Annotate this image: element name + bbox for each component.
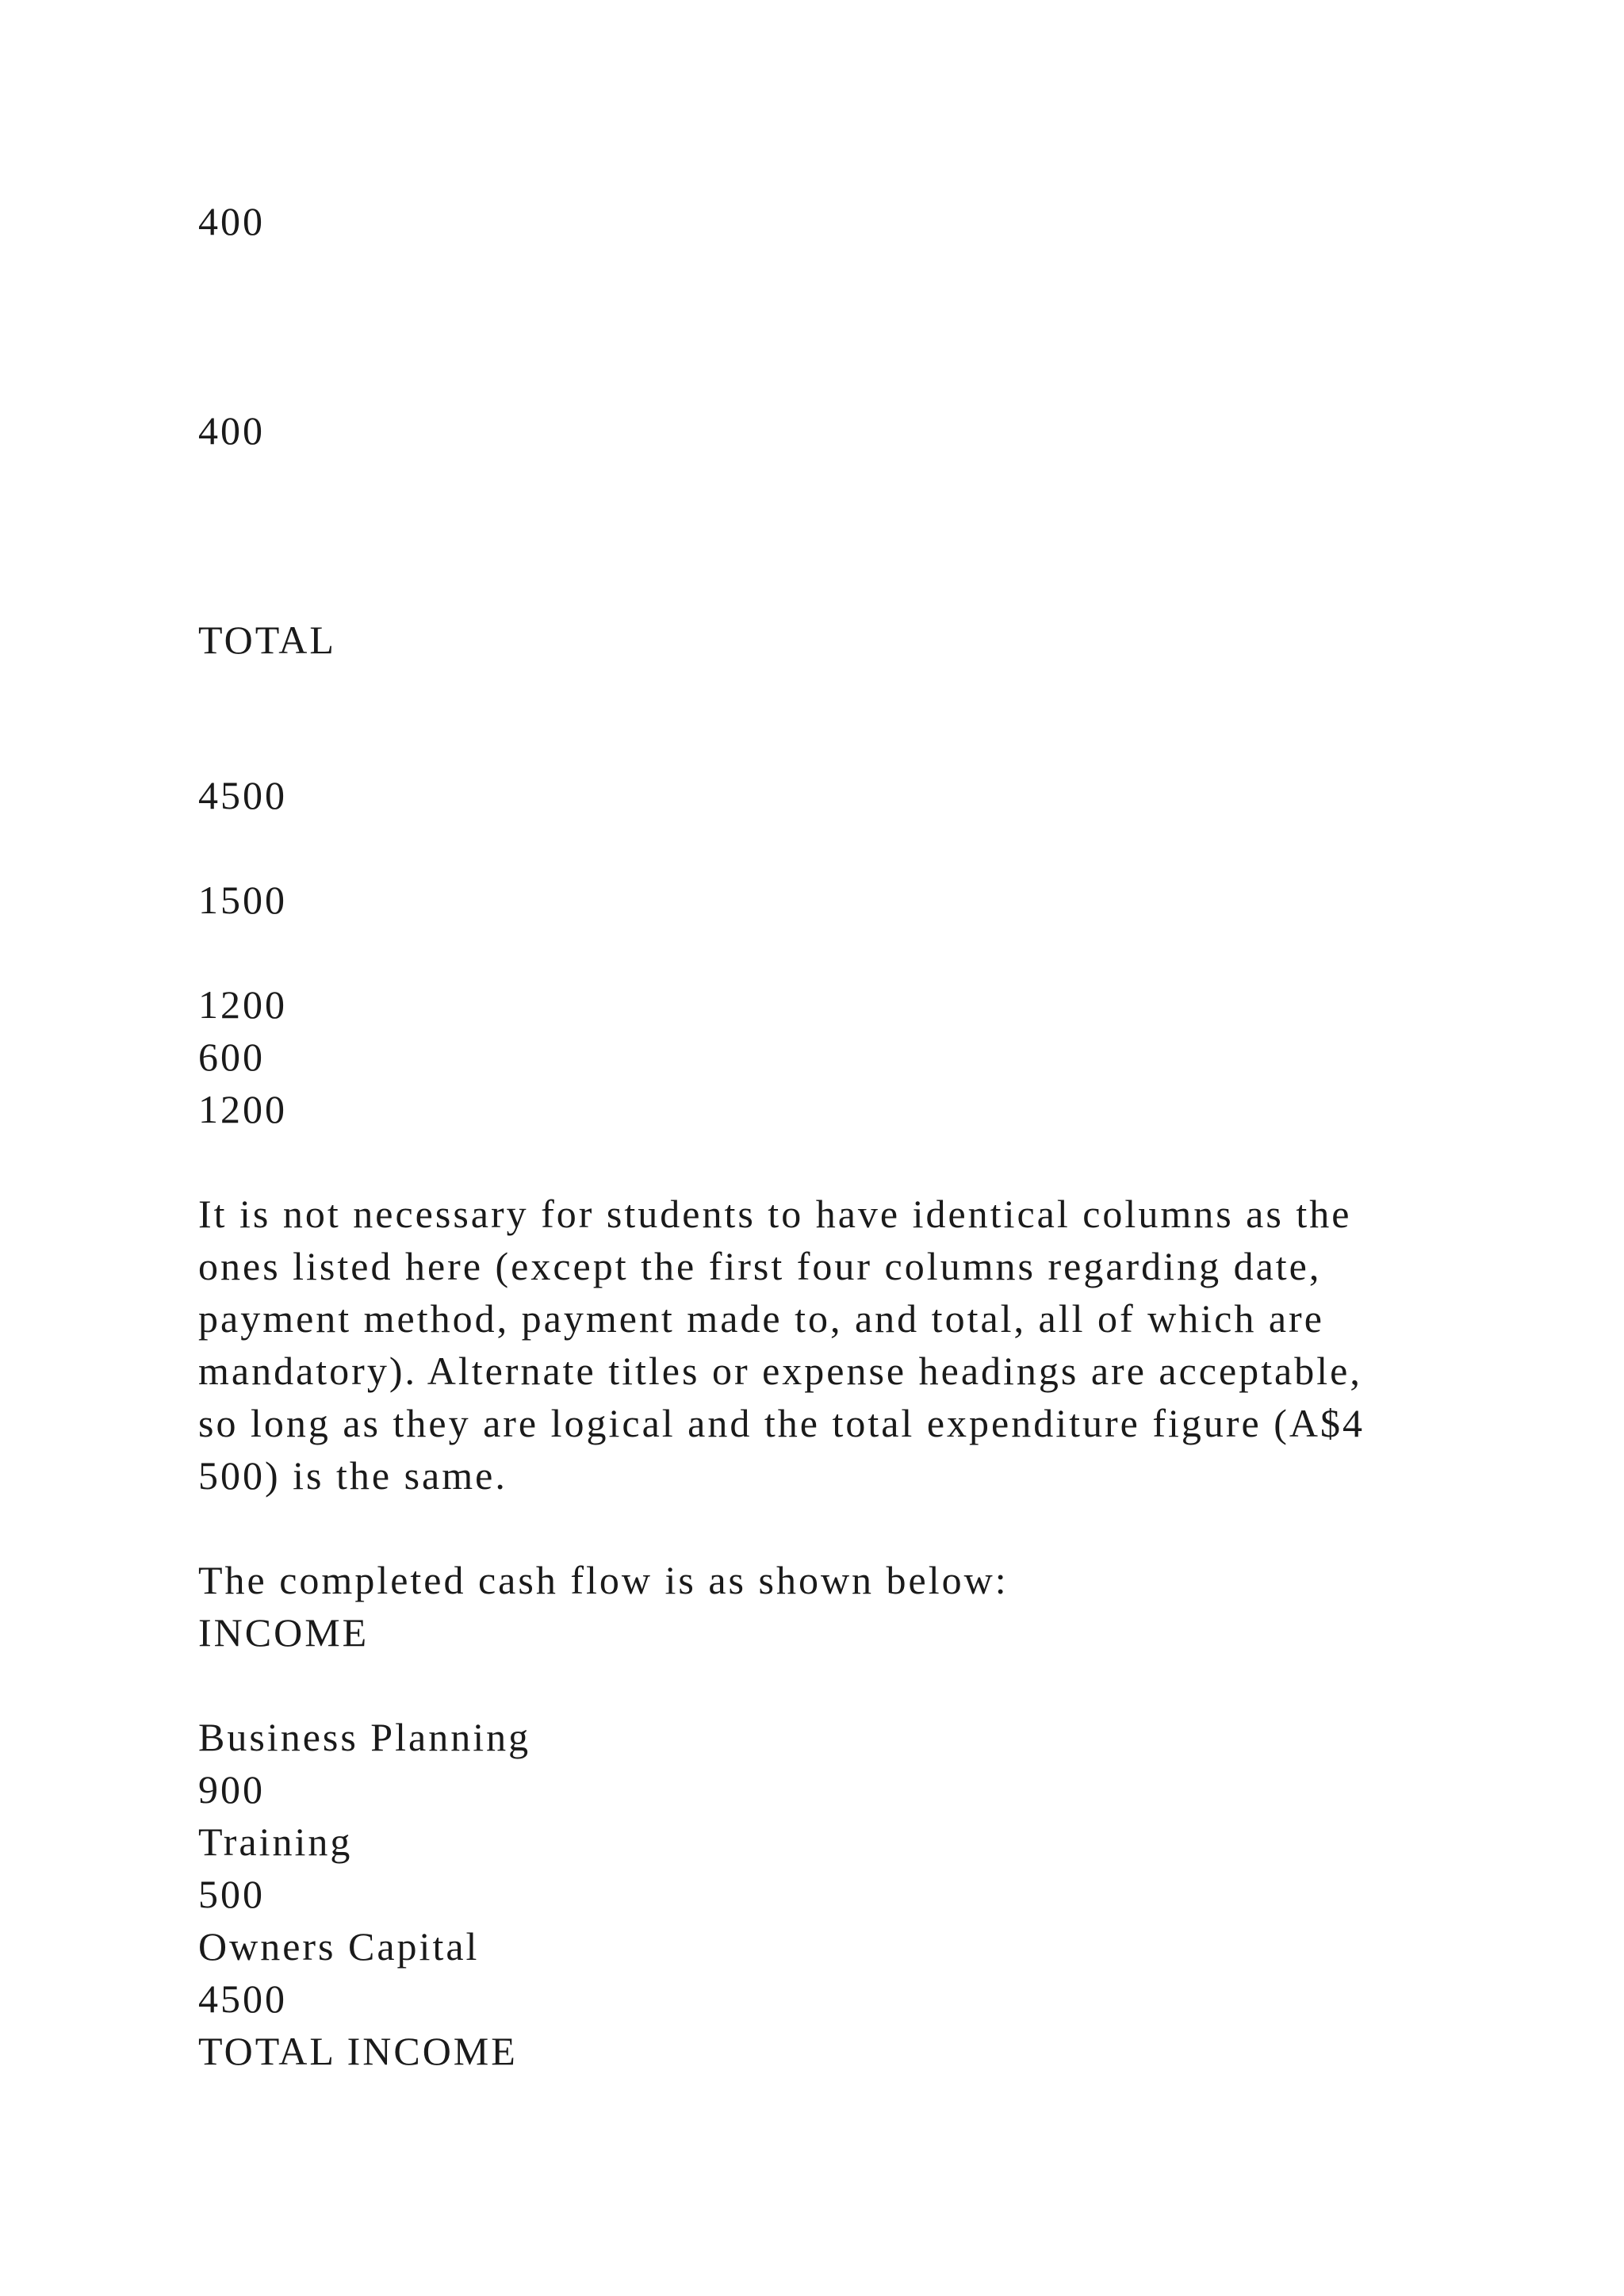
- paragraph-line: payment method, payment made to, and total, all of which are: [198, 1296, 1324, 1341]
- text-line: Owners Capital: [198, 1924, 480, 1969]
- section-heading: INCOME: [198, 1610, 370, 1655]
- paragraph-line: It is not necessary for students to have identical columns as the: [198, 1192, 1352, 1236]
- text-line: Business Planning: [198, 1715, 531, 1759]
- text-line: 900: [198, 1767, 265, 1812]
- text-line: 400: [198, 408, 265, 453]
- paragraph-line: so long as they are logical and the total expenditure figure (A$4: [198, 1401, 1365, 1445]
- text-line: The completed cash flow is as shown below:: [198, 1558, 1009, 1602]
- text-line: 1500: [198, 878, 287, 922]
- text-line: TOTAL: [198, 618, 336, 662]
- text-line: Training: [198, 1820, 353, 1864]
- paragraph-line: ones listed here (except the first four columns regarding date,: [198, 1244, 1322, 1288]
- text-line: 600: [198, 1035, 265, 1079]
- text-line: 400: [198, 199, 265, 243]
- paragraph-line: mandatory). Alternate titles or expense headings are acceptable,: [198, 1349, 1362, 1393]
- text-line: TOTAL INCOME: [198, 2029, 518, 2073]
- text-line: 1200: [198, 982, 287, 1027]
- paragraph-line: 500) is the same.: [198, 1453, 508, 1498]
- text-line: 4500: [198, 1976, 287, 2021]
- text-line: 500: [198, 1872, 265, 1916]
- text-line: 1200: [198, 1087, 287, 1131]
- text-line: 4500: [198, 773, 287, 817]
